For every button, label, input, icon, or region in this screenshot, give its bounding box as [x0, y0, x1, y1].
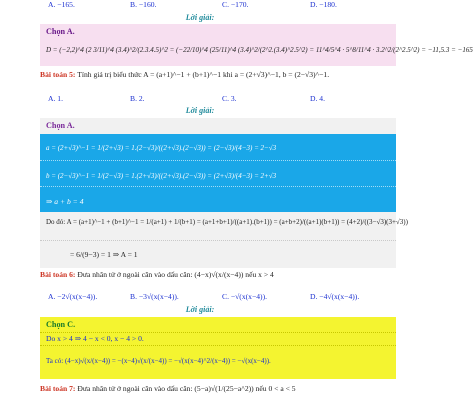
- problem-label: Bài toán 5:: [40, 70, 76, 79]
- problem-label: Bài toán 7:: [40, 384, 76, 393]
- solution-heading-5: Lời giải:: [185, 106, 215, 115]
- solution-heading-6: Lời giải:: [185, 305, 215, 314]
- solution-box-4: [40, 24, 473, 66]
- choice-band-5: [40, 118, 396, 134]
- formula-a: a = (2+√3)^−1 = 1/(2+√3) = 1.(2−√3)/((2+√3).(2−√3)) = (2−√3)/(4−3) = 2−√3: [46, 144, 277, 152]
- formula-line: D = (−2,2)^4 (2 3/11)^4 (3.4)^2/(2.3.4.5)^2 = (−22/10)^4 (25/11)^4 (3.4)^2/(2^2.(3.4)^2.5^2) = 11^4/5^4 · 5^8/11^4 · 3.2^2/(2^2.5^2) = −11,5.3 = −165: [46, 46, 473, 54]
- option-d: D. 4.: [310, 94, 325, 103]
- solution-line-1: Do x > 4 ⇒ 4 − x < 0, x − 4 > 0.: [46, 334, 144, 343]
- solution-line-2: Ta có: (4−x)√(x/(x−4)) = −(x−4)√(x/(x−4)) = −√(x(x−4)^2/(x−4)) = −√(x(x−4)).: [46, 357, 271, 365]
- option-a: A. −165.: [48, 0, 75, 9]
- option-d: D. −180.: [310, 0, 337, 9]
- problem-5: [40, 70, 329, 79]
- option-b: B. 2.: [130, 94, 145, 103]
- problem-label: Bài toán 6:: [40, 270, 76, 279]
- conclusion-line: Do đó: A = (a+1)^−1 + (b+1)^−1 = 1/(a+1) + 1/(b+1) = (a+1+b+1)/((a+1).(b+1)) = (a+b+2)/((a+1)(b+1)) = (4+2)/((3−√3)(3+√3)): [46, 218, 408, 226]
- choice-label: Chọn A.: [46, 27, 75, 36]
- formula-b: b = (2−√3)^−1 = 1/(2−√3) = 1.(2+√3)/((2+√3).(2−√3)) = (2+√3)/(4−3) = 2+√3: [46, 172, 277, 180]
- conclusion-box-5: [40, 212, 408, 268]
- option-c: C. −√(x(x−4)).: [222, 292, 267, 301]
- choice-label: Chọn A.: [46, 121, 75, 130]
- option-d: D. −4√(x(x−4)).: [310, 292, 360, 301]
- option-a: A. −2√(x(x−4)).: [48, 292, 98, 301]
- problem-text: Tính giá trị biểu thức A = (a+1)^−1 + (b+1)^−1 khi a = (2+√3)^−1, b = (2−√3)^−1.: [77, 70, 330, 79]
- choice-label: Chọn C.: [46, 320, 76, 329]
- problem-text: Đưa nhân tử ở ngoài căn vào dấu căn: (4−x)√(x/(x−4)) nếu x > 4: [77, 270, 274, 279]
- option-c: C. 3.: [222, 94, 237, 103]
- solution-heading-4: Lời giải:: [185, 13, 215, 22]
- formula-sum: ⇒ a + b = 4: [46, 197, 84, 206]
- option-c: C. −170.: [222, 0, 249, 9]
- option-a: A. 1.: [48, 94, 63, 103]
- problem-7: [40, 384, 296, 393]
- solution-box-5: [40, 134, 396, 212]
- problem-text: Đưa nhân tử ở ngoài căn vào dấu căn: (5−a)√(1/(25−a^2)) nếu 0 < a < 5: [77, 384, 296, 393]
- option-b: B. −3√(x(x−4)).: [130, 292, 179, 301]
- problem-6: [40, 270, 274, 279]
- solution-box-6: [40, 317, 396, 379]
- final-line: = 6/(9−3) = 1 ⇒ A = 1: [70, 250, 138, 259]
- option-b: B. −160.: [130, 0, 157, 9]
